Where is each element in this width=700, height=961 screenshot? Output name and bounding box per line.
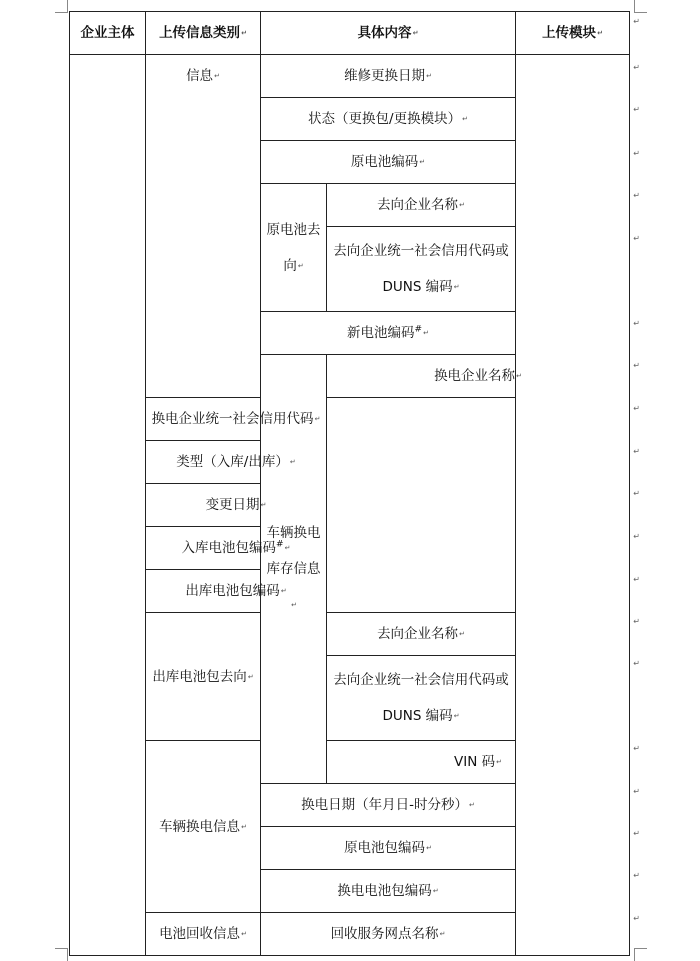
paragraph-mark: ↵ bbox=[633, 105, 640, 114]
inventory-item: 类型（入库/出库）↵ bbox=[146, 441, 327, 484]
swap-item: 原电池包编码↵ bbox=[261, 827, 516, 870]
company-cell bbox=[70, 55, 146, 956]
crop-mark-bottom-left bbox=[55, 948, 68, 961]
swap-item: VIN 码↵ bbox=[327, 741, 630, 784]
crop-mark-bottom-right bbox=[634, 948, 647, 961]
header-content: 具体内容↵ bbox=[261, 12, 516, 55]
header-row bbox=[70, 12, 630, 55]
paragraph-mark: ↵ bbox=[633, 914, 640, 923]
paragraph-mark: ↵ bbox=[633, 659, 640, 668]
header-category: 上传信息类别↵ bbox=[146, 12, 261, 55]
swap-item: 换电电池包编码↵ bbox=[261, 870, 516, 913]
info-item: 去向企业统一社会信用代码或 DUNS 编码↵ bbox=[327, 227, 516, 312]
crop-mark-top-right bbox=[634, 0, 647, 13]
info-item: 状态（更换包/更换模块）↵ bbox=[261, 98, 516, 141]
inventory-item: 换电企业统一社会信用代码↵ bbox=[146, 398, 327, 441]
original-battery-destination: 原电池去向↵ bbox=[261, 184, 327, 312]
category-swap-inventory: 车辆换电库存信息↵ bbox=[261, 355, 327, 784]
inventory-item: 变更日期↵ bbox=[146, 484, 327, 527]
header-company: 企业主体 bbox=[70, 12, 146, 55]
paragraph-mark: ↵ bbox=[633, 744, 640, 753]
paragraph-mark: ↵ bbox=[633, 871, 640, 880]
paragraph-mark: ↵ bbox=[633, 829, 640, 838]
inventory-item: 出库电池包编码↵ bbox=[146, 570, 327, 613]
paragraph-mark: ↵ bbox=[633, 404, 640, 413]
category-recycle-info: 电池回收信息↵ bbox=[146, 913, 261, 956]
paragraph-mark: ↵ bbox=[633, 234, 640, 243]
paragraph-mark: ↵ bbox=[633, 191, 640, 200]
paragraph-mark: ↵ bbox=[633, 63, 640, 72]
paragraph-mark: ↵ bbox=[633, 447, 640, 456]
inventory-item: 入库电池包编码#↵ bbox=[146, 527, 327, 570]
swap-item: 换电日期（年月日-时分秒）↵ bbox=[261, 784, 516, 827]
info-item: 新电池编码#↵ bbox=[261, 312, 516, 355]
upload-info-table bbox=[69, 11, 630, 956]
info-item: 维修更换日期↵ bbox=[261, 55, 516, 98]
category-info: 信息↵ bbox=[146, 55, 261, 398]
paragraph-mark: ↵ bbox=[633, 575, 640, 584]
header-module: 上传模块↵ bbox=[516, 12, 630, 55]
category-swap-info: 车辆换电信息↵ bbox=[146, 741, 261, 913]
table-row bbox=[70, 741, 630, 784]
outbound-battery-destination: 出库电池包去向↵ bbox=[146, 613, 261, 741]
table-row bbox=[70, 55, 630, 98]
paragraph-mark: ↵ bbox=[633, 617, 640, 626]
paragraph-mark: ↵ bbox=[633, 149, 640, 158]
paragraph-mark: ↵ bbox=[633, 17, 640, 26]
inventory-item: 去向企业统一社会信用代码或 DUNS 编码↵ bbox=[327, 656, 516, 741]
inventory-item: 去向企业名称↵ bbox=[327, 613, 516, 656]
inventory-item: 换电企业名称↵ bbox=[327, 355, 630, 398]
paragraph-mark: ↵ bbox=[633, 319, 640, 328]
paragraph-mark: ↵ bbox=[633, 361, 640, 370]
recycle-item: 回收服务网点名称↵ bbox=[261, 913, 516, 956]
info-item: 去向企业名称↵ bbox=[327, 184, 516, 227]
paragraph-mark: ↵ bbox=[633, 787, 640, 796]
crop-mark-top-left bbox=[55, 0, 68, 13]
module-cell bbox=[516, 55, 630, 956]
info-item: 原电池编码↵ bbox=[261, 141, 516, 184]
paragraph-mark: ↵ bbox=[633, 489, 640, 498]
paragraph-mark: ↵ bbox=[633, 532, 640, 541]
